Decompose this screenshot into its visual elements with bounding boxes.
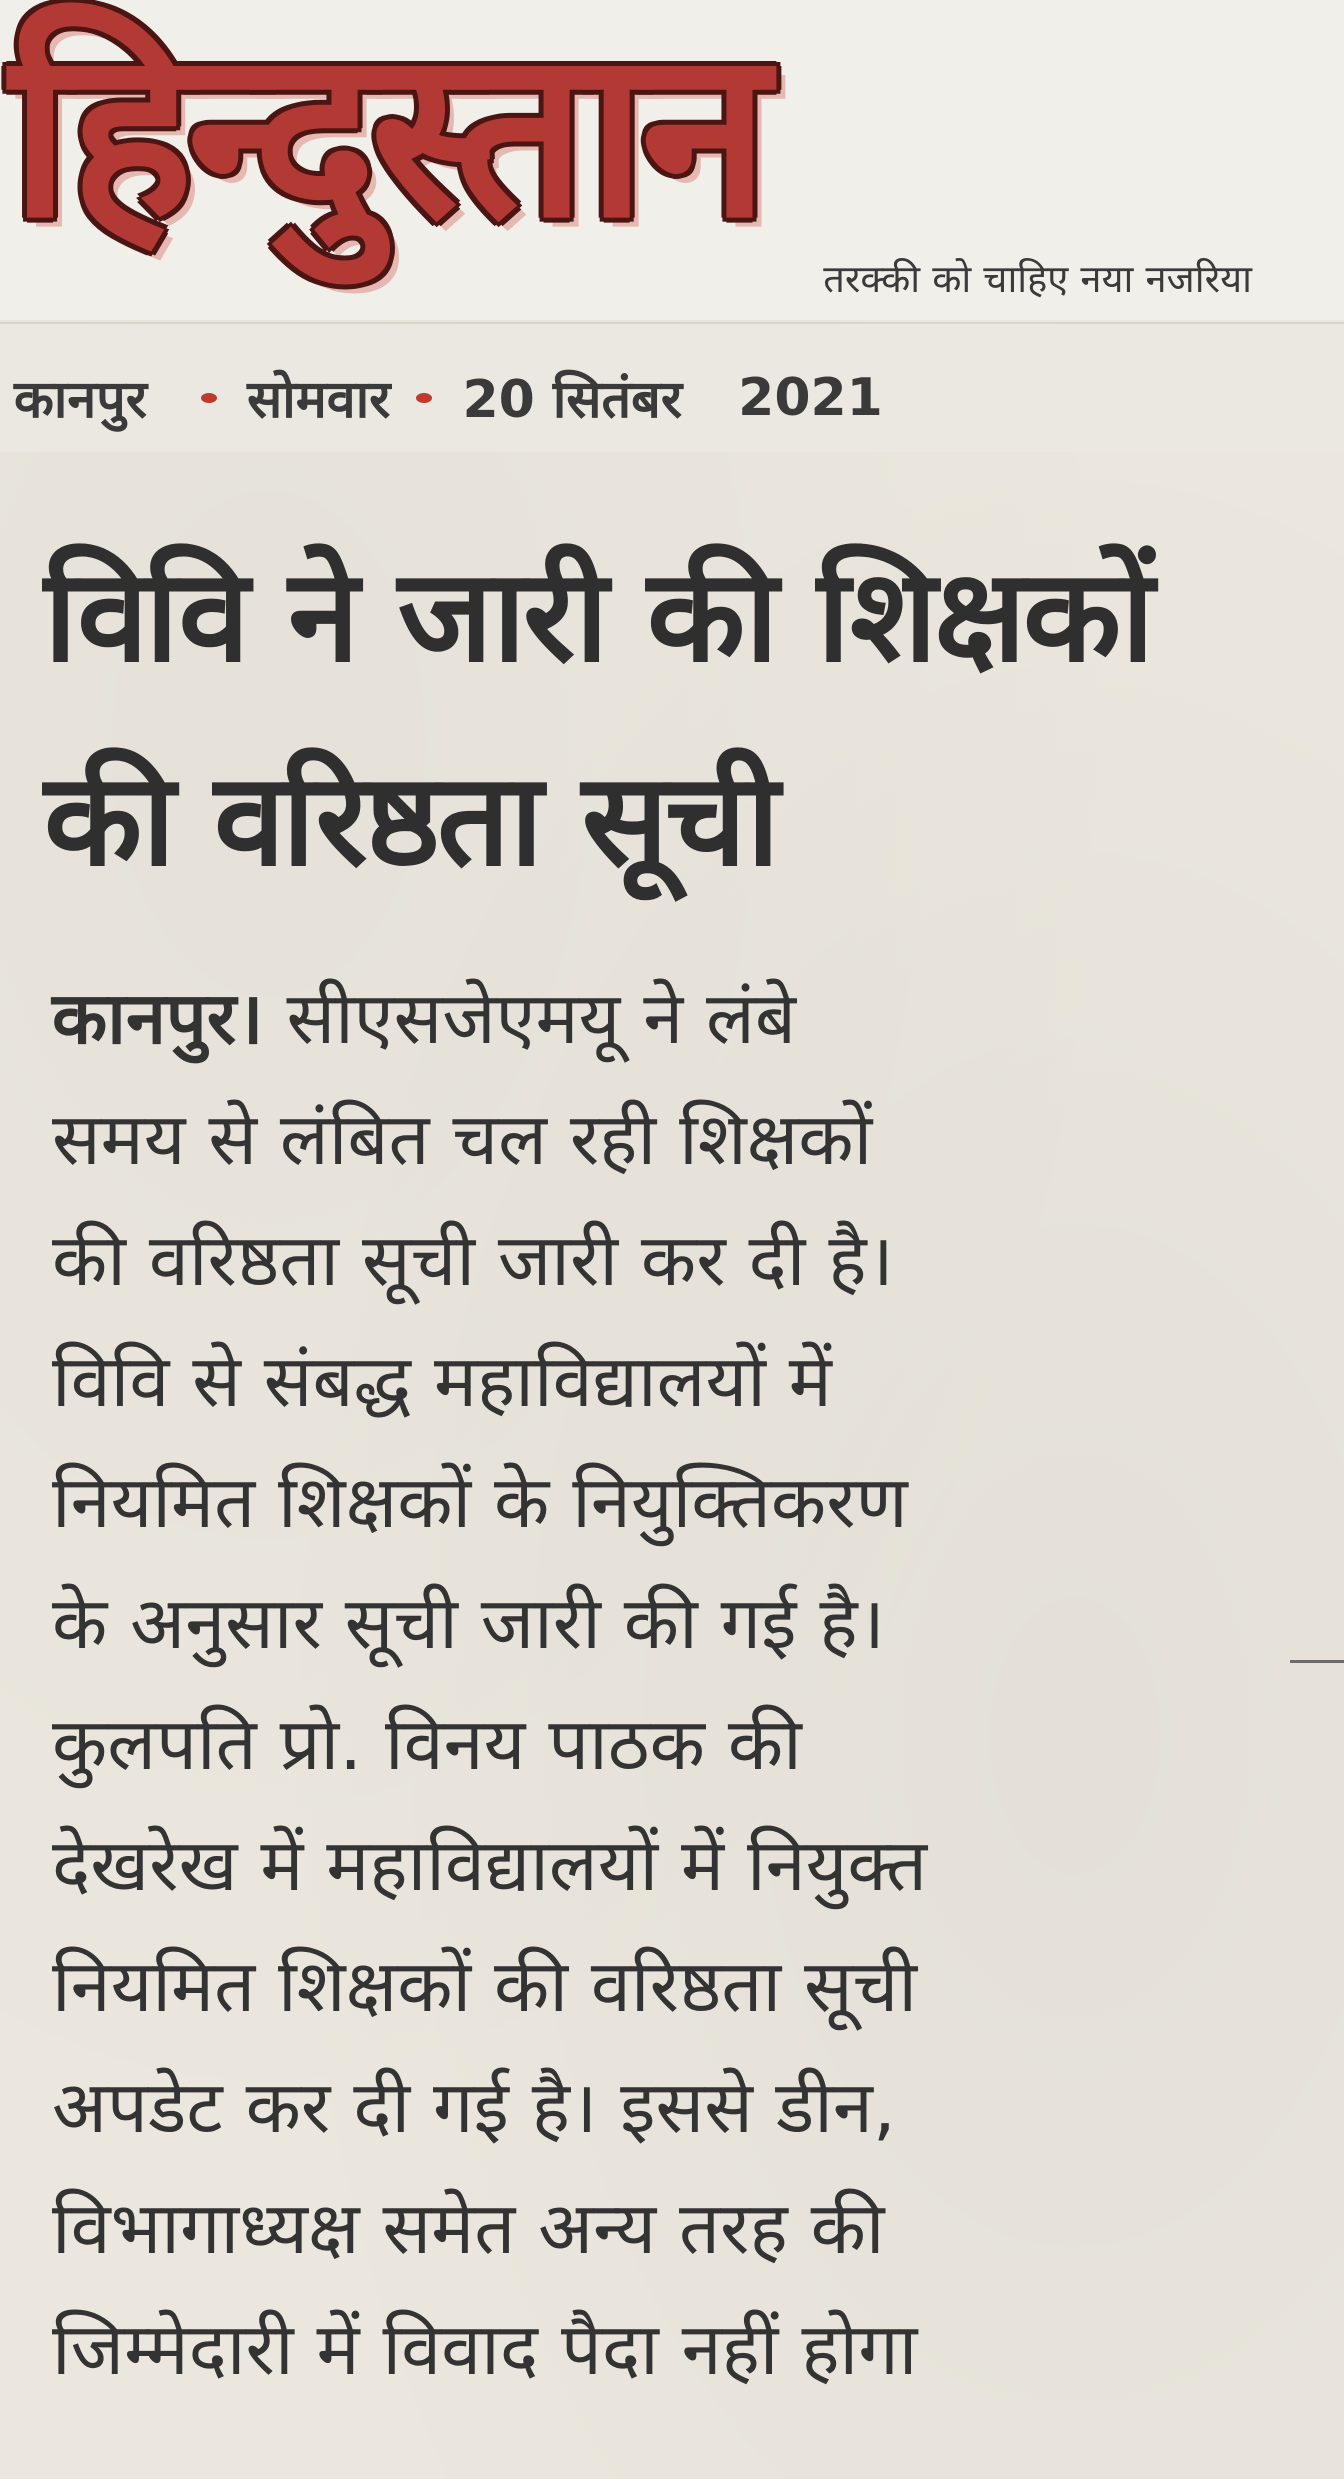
dateline-row	[14, 362, 1334, 433]
column-rule	[1290, 1660, 1344, 1663]
body-line: समय से लंबित चल रही शिक्षकों	[52, 1097, 873, 1181]
body-line: की वरिष्ठता सूची जारी कर दी है।	[52, 1218, 894, 1302]
dateline-year: 2021	[738, 367, 883, 428]
body-line: अपडेट कर दी गई है। इससे डीन,	[52, 2065, 896, 2149]
body-line: कुलपति प्रो. विनय पाठक की	[52, 1702, 802, 1786]
headline-line: विवि ने जारी की शिक्षकों	[44, 542, 1152, 691]
body-line: विवि से संबद्ध महाविद्यालयों में	[52, 1339, 832, 1423]
body-line: के अनुसार सूची जारी की गई है।	[52, 1581, 885, 1665]
bullet-dot-icon	[416, 393, 432, 403]
dateline-date: 20 सितंबर	[462, 370, 683, 430]
body-line: जिम्मेदारी में विवाद पैदा नहीं होगा	[52, 2307, 918, 2391]
masthead	[0, 0, 1344, 320]
body-line: विभागाध्यक्ष समेत अन्य तरह की	[52, 2186, 885, 2270]
body-line: नियमित शिक्षकों की वरिष्ठता सूची	[52, 1944, 918, 2028]
body-line-text: सीएसजेएमयू ने लंबे	[286, 976, 796, 1060]
dateline-bar	[0, 322, 1344, 452]
body-line	[52, 958, 1272, 1079]
article-headline	[44, 515, 1294, 923]
headline-line: की वरिष्ठता सूची	[44, 746, 777, 895]
article-body	[52, 958, 1272, 2410]
dateline-day: सोमवार	[247, 370, 391, 430]
body-line: देखरेख में महाविद्यालयों में नियुक्त	[52, 1823, 927, 1907]
masthead-tagline: तरक्की को चाहिए नया नजरिया	[823, 257, 1252, 301]
article-dateline: कानपुर।	[52, 976, 264, 1060]
body-line: नियमित शिक्षकों के नियुक्तिकरण	[52, 1460, 908, 1544]
dateline-city: कानपुर	[14, 370, 148, 430]
bullet-dot-icon	[201, 393, 217, 403]
newspaper-logo: हिन्दुस्तान	[10, 0, 764, 269]
